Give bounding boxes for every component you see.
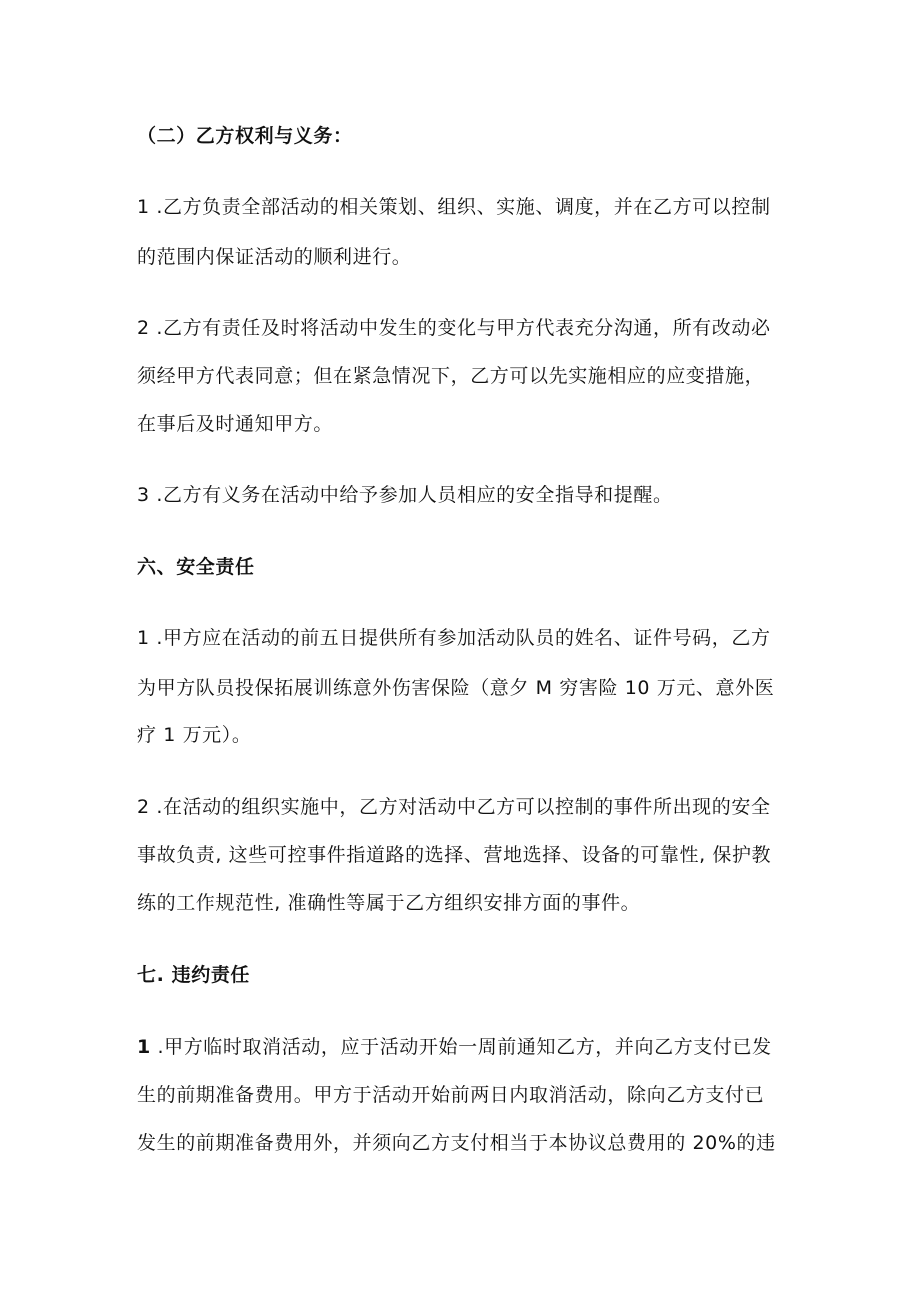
s7-item-1-number: 1 [137, 1036, 151, 1058]
s7-item-1-line-1 [137, 1035, 772, 1059]
b-item-3-number: 3 [137, 484, 150, 506]
b-item-2-text-1: .乙方有责任及时将活动中发生的变化与甲方代表充分沟通，所有改动必 [149, 317, 771, 339]
s6-item-2-line-3: 练的工作规范性, 准确性等属于乙方组织安排方面的事件。 [137, 892, 641, 914]
s7-item-1-line-2: 生的前期准备费用。甲方于活动开始前两日内取消活动，除向乙方支付已 [137, 1084, 765, 1106]
s7-item-1-line-3: 发生的前期准备费用外，并须向乙方支付相当于本协议总费用的 20%的违 [137, 1132, 776, 1154]
section-b-heading: （二）乙方权利与义务： [137, 125, 353, 147]
b-item-1-line-1 [137, 195, 771, 219]
s6-item-2-number: 2 [137, 796, 150, 818]
b-item-3-line-1 [137, 483, 673, 507]
s6-item-2-line-2: 事故负责, 这些可控事件指道路的选择、营地选择、设备的可靠性, 保护教 [137, 844, 772, 866]
b-item-2-line-1 [137, 316, 771, 340]
b-item-3-text-1: .乙方有义务在活动中给予参加人员相应的安全指导和提醒。 [149, 484, 673, 506]
s6-item-1-line-3: 疗 1 万元）。 [137, 724, 252, 746]
s6-item-2-line-1 [137, 795, 771, 819]
s6-item-2-text-1: .在活动的组织实施中，乙方对活动中乙方可以控制的事件所出现的安全 [149, 796, 771, 818]
b-item-1-line-2: 的范围内保证活动的顺利进行。 [137, 246, 412, 268]
s7-item-1-text-1: .甲方临时取消活动，应于活动开始一周前通知乙方，并向乙方支付已发 [150, 1036, 772, 1058]
b-item-2-line-3: 在事后及时通知甲方。 [137, 413, 334, 435]
b-item-1-text-1: .乙方负责全部活动的相关策划、组织、实施、调度，并在乙方可以控制 [149, 196, 771, 218]
b-item-2-number: 2 [137, 317, 150, 339]
s6-item-1-line-1 [137, 626, 771, 650]
s6-item-1-line-2: 为甲方队员投保拓展训练意外伤害保险（意夕 M 穷害险 10 万元、意外医 [137, 677, 775, 699]
b-item-1-number: 1 [137, 196, 150, 218]
s6-item-1-text-1: .甲方应在活动的前五日提供所有参加活动队员的姓名、证件号码，乙方 [149, 627, 771, 649]
s6-item-1-number: 1 [137, 627, 150, 649]
section-7-heading: 七. 违约责任 [137, 964, 251, 986]
section-6-heading: 六、安全责任 [137, 556, 255, 578]
b-item-2-line-2: 须经甲方代表同意；但在紧急情况下，乙方可以先实施相应的应变措施， [137, 365, 765, 387]
